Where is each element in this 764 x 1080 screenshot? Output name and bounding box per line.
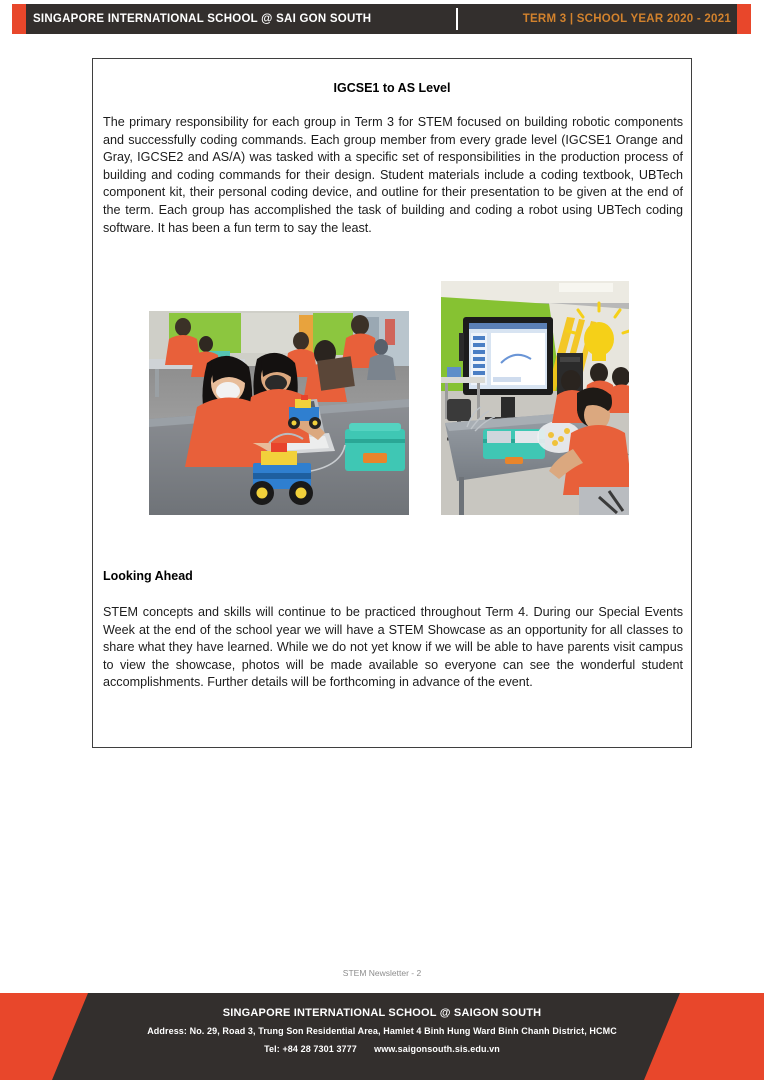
section-title: IGCSE1 to AS Level [333,81,451,95]
page-header [0,4,764,34]
students-coding-robot-photo [149,311,409,515]
classroom-display-screen-photo [441,281,629,515]
subsection-title: Looking Ahead [103,569,193,583]
main-paragraph: The primary responsibility for each group in Term 3 for STEM focused on building robotic components and successfully coding commands. Each group member from every grade level (IGCSE1 Orange and Gray, IGCSE2 and AS/A) was tasked with a specific set of responsibilities in the production process of building and coding commands for their design. Student materials include a coding textbook, UBTech component kit, their personal coding device, and outline for their presentation to be given at the end of the term. Each group has accomplished the task of building and coding a robot using UBTech coding software. It has been a fun term to say the least. [103,115,683,235]
footer-address: Address: No. 29, Road 3, Trung Son Residential Area, Hamlet 4 Binh Hung Ward Binh Chanh District, HCMC [147,1026,617,1036]
footer-contact-line [0,1040,764,1058]
looking-ahead-paragraph: STEM concepts and skills will continue to be practiced throughout Term 4. During our Special Events Week at the end of the school year we will have a STEM Showcase as an opportunity for all classes to share what they have learned. While we do not yet know if we will be able to have parents visit campus to view the showcase, photos will be made available so everyone can see the wonderful student accomplishments. Further details will be forthcoming in advance of the event. [103,605,683,690]
footer-telephone: Tel: +84 28 7301 3777 [264,1044,357,1054]
students-coding-robot-photo-graphic [149,311,409,515]
page-footer [0,993,764,1080]
classroom-display-screen-photo-graphic [441,281,629,515]
header-accent-bar-right [737,4,751,34]
footer-website[interactable]: www.saigonsouth.sis.edu.vn [374,1044,500,1054]
footer-text-block [0,1004,764,1058]
header-school-name: SINGAPORE INTERNATIONAL SCHOOL @ SAI GON SOUTH [33,13,372,25]
article-content-box [92,58,692,748]
footer-school-name: SINGAPORE INTERNATIONAL SCHOOL @ SAIGON SOUTH [222,1007,542,1019]
header-term-label: TERM 3 | SCHOOL YEAR 2020 - 2021 [522,13,731,25]
page-number: STEM Newsletter - 2 [342,968,422,978]
